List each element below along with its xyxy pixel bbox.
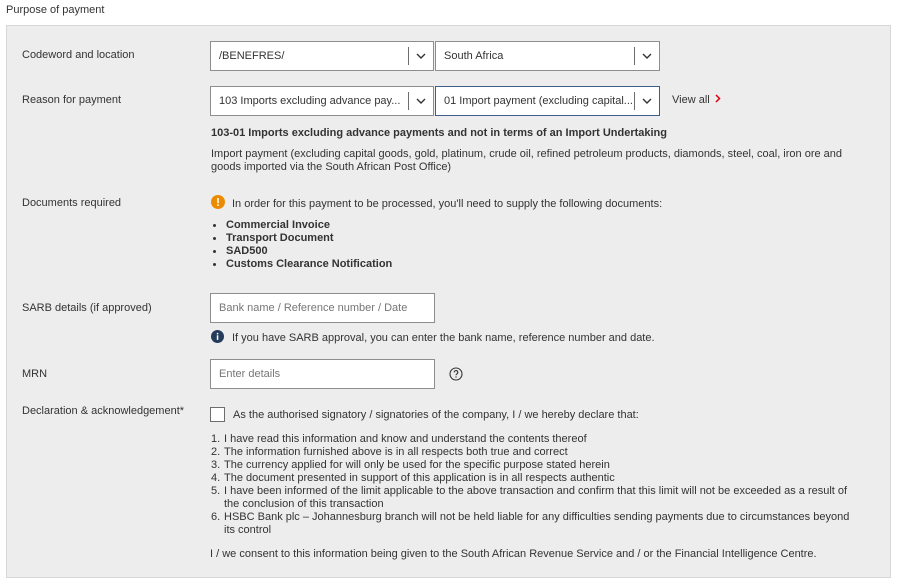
declaration-text: As the authorised signatory / signatories of the company, I / we hereby declare that: — [233, 409, 639, 421]
list-item: 6. HSBC Bank plc – Johannesburg branch will not be held liable for any difficulties sending payments due to circumstances beyond its control — [211, 511, 850, 536]
documents-list — [211, 219, 392, 271]
subreason-select[interactable] — [435, 86, 660, 116]
chevron-down-icon — [635, 42, 659, 70]
mrn-label: MRN — [22, 368, 48, 380]
sarb-info-note — [211, 330, 655, 346]
declaration-checkbox[interactable] — [210, 407, 225, 422]
location-select[interactable] — [435, 41, 660, 71]
codeword-value: /BENEFRES/ — [219, 50, 285, 62]
reason-label: Reason for payment — [22, 94, 122, 106]
documents-note — [211, 195, 662, 212]
chevron-down-icon — [409, 87, 433, 115]
reason-title: 103-01 Imports excluding advance payments and not in terms of an Import Undertaking — [211, 127, 667, 139]
codeword-select[interactable] — [210, 41, 434, 71]
help-icon[interactable] — [449, 367, 463, 381]
declaration-list — [211, 433, 851, 537]
codeword-label: Codeword and location — [22, 49, 135, 61]
declaration-label: Declaration & acknowledgement* — [22, 405, 185, 417]
warning-icon — [211, 195, 225, 212]
list-item: 4. The document presented in support of this application is in all respects authentic — [211, 472, 615, 484]
consent-text: I / we consent to this information being given to the South African Revenue Service and / or the Financial Intelligence Centre. — [210, 548, 817, 560]
subreason-value: 01 Import payment (excluding capital... — [444, 95, 633, 107]
list-item: 3. The currency applied for will only be used for the specific purpose stated herein — [211, 459, 610, 471]
list-item: 1. I have read this information and know and understand the contents thereof — [211, 433, 587, 445]
documents-note-text: In order for this payment to be processed, you'll need to supply the following documents: — [232, 197, 663, 210]
list-item: SAD500 — [211, 245, 392, 258]
documents-label: Documents required — [22, 197, 122, 209]
view-all-label: View all — [672, 94, 710, 106]
list-item: 5. I have been informed of the limit applicable to the above transaction and confirm that this limit will not be exceeded as a result of the conclusion of this transaction — [211, 485, 848, 510]
sarb-info-text: If you have SARB approval, you can enter the bank name, reference number and date. — [232, 332, 655, 344]
reason-value: 103 Imports excluding advance pay... — [219, 95, 401, 107]
sarb-input[interactable] — [211, 294, 434, 322]
section-title: Purpose of payment — [6, 4, 105, 16]
sarb-label: SARB details (if approved) — [22, 302, 152, 314]
location-value: South Africa — [444, 50, 504, 62]
info-icon — [211, 330, 224, 346]
list-item: Commercial Invoice — [211, 219, 392, 232]
list-item: Transport Document — [211, 232, 392, 245]
reason-select[interactable] — [210, 86, 434, 116]
sarb-field[interactable] — [210, 293, 435, 323]
chevron-down-icon — [635, 87, 659, 115]
mrn-field[interactable] — [210, 359, 435, 389]
chevron-down-icon — [409, 42, 433, 70]
list-item: Customs Clearance Notification — [211, 258, 392, 271]
mrn-input[interactable] — [211, 360, 434, 388]
list-item: 2. The information furnished above is in all respects both true and correct — [211, 446, 568, 458]
view-all-link[interactable] — [672, 94, 721, 106]
reason-description: Import payment (excluding capital goods, gold, platinum, crude oil, refined petroleum products, diamonds, steel, coal, iron ore and goods imported via the South African Post Office) — [211, 148, 843, 173]
chevron-right-icon — [715, 94, 721, 106]
